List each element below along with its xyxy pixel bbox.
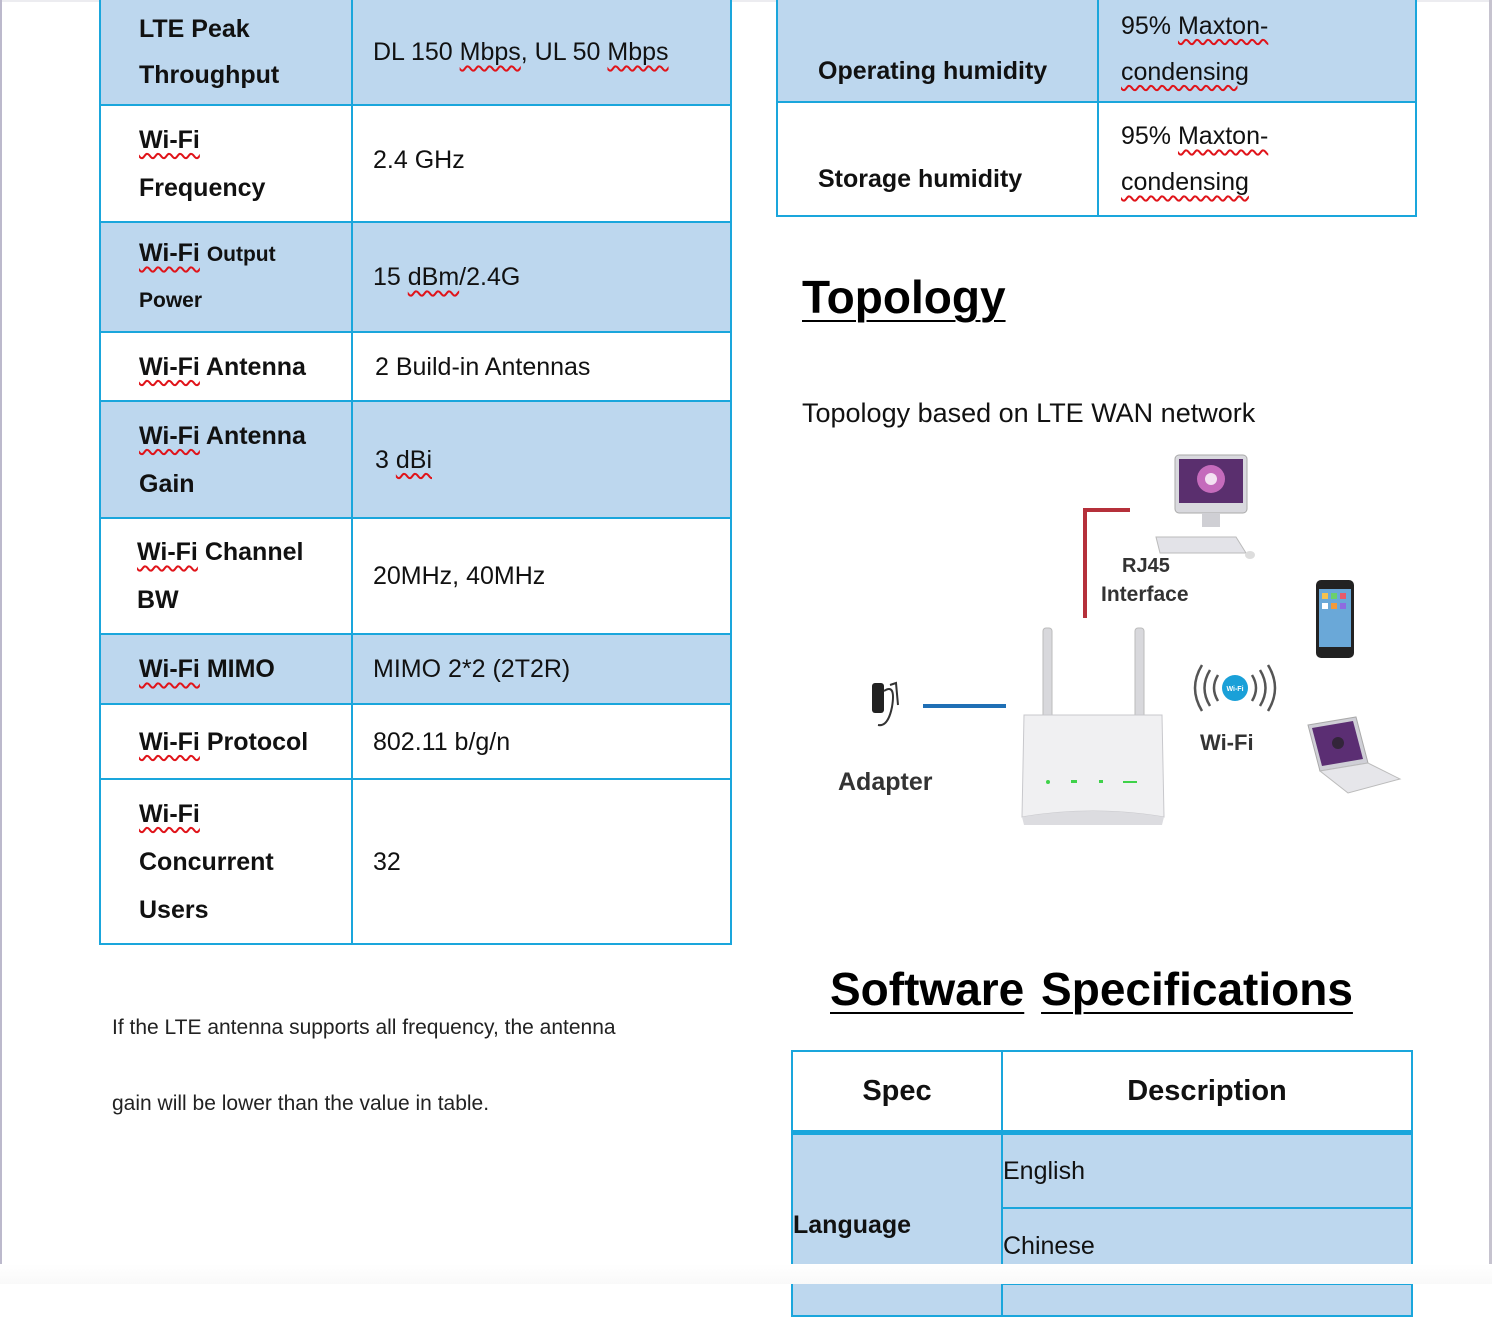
smartphone-icon — [1316, 580, 1354, 658]
environment-spec-table — [776, 0, 1417, 217]
spec-value: 20MHz, 40MHz — [373, 562, 546, 590]
spec-label: Power — [139, 289, 203, 312]
spec-label-cell — [100, 222, 352, 332]
spec-label-cell — [100, 634, 352, 704]
table-row — [100, 222, 731, 332]
spec-label: Operating humidity — [818, 56, 1048, 85]
spec-label: Wi-Fi — [139, 125, 200, 154]
table-row — [100, 704, 731, 779]
page-bottom-fade — [0, 1264, 1492, 1284]
spec-value-cell — [352, 634, 731, 704]
language-option: English — [1002, 1133, 1412, 1209]
spec-value: 2 Build-in Antennas — [375, 352, 591, 381]
table-row — [777, 102, 1416, 216]
interface-label: Interface — [1101, 583, 1189, 606]
lte-router-icon — [1022, 628, 1164, 825]
spec-label: Wi-Fi Antenna — [139, 352, 306, 381]
spec-value: 802.11 b/g/n — [373, 727, 511, 756]
spec-value-cell — [352, 0, 731, 105]
table-row — [100, 332, 731, 401]
language-option: Chinese — [1002, 1208, 1412, 1284]
spec-label-cell — [100, 332, 352, 401]
topology-heading: Topology — [802, 271, 1006, 323]
spec-value-cell — [352, 704, 731, 779]
wifi-signal-icon — [1195, 665, 1275, 711]
spec-value-cell — [352, 222, 731, 332]
spec-value-cell — [352, 332, 731, 401]
header-spec: Spec — [792, 1051, 1002, 1133]
spec-label-cell — [777, 102, 1098, 216]
spec-label-cell — [100, 518, 352, 634]
spec-value-cell — [1098, 0, 1416, 102]
spec-value: 95% Maxton- condensing — [1121, 122, 1269, 196]
power-adapter-icon — [872, 683, 898, 725]
table-row — [100, 401, 731, 518]
spec-value-cell — [352, 401, 731, 518]
software-specifications-heading: Software Specifications — [830, 963, 1353, 1015]
spec-label-cell — [100, 105, 352, 222]
table-row — [792, 1133, 1412, 1209]
language-option — [1002, 1284, 1412, 1316]
header-description: Description — [1002, 1051, 1412, 1133]
spec-label: Users — [139, 895, 209, 924]
spec-label: Concurrent — [139, 847, 274, 876]
spec-value: 32 — [373, 847, 401, 876]
note-line: If the LTE antenna supports all frequency, the antenna — [112, 1016, 616, 1039]
spec-label-cell — [100, 401, 352, 518]
hardware-spec-table — [99, 0, 732, 945]
desktop-computer-icon — [1156, 455, 1255, 559]
spec-label: Wi-Fi Antenna — [139, 421, 306, 450]
spec-label-cell — [777, 0, 1098, 102]
spec-label-cell — [100, 779, 352, 944]
spec-value-cell — [352, 518, 731, 634]
spec-label: Throughput — [139, 61, 280, 89]
spec-value: MIMO 2*2 (2T2R) — [373, 655, 571, 683]
spec-value-cell — [352, 105, 731, 222]
svg-text:Wi-Fi: Wi-Fi — [1226, 686, 1244, 693]
adapter-label: Adapter — [838, 768, 933, 796]
spec-value: 2.4 GHz — [373, 145, 465, 174]
spec-label-cell — [100, 0, 352, 105]
table-row — [777, 0, 1416, 102]
language-label: Language — [792, 1133, 1002, 1317]
spec-value: 3 dBi — [375, 445, 432, 474]
spec-value-cell — [352, 779, 731, 944]
topology-diagram — [800, 445, 1420, 845]
rj45-label: RJ45 — [1122, 555, 1170, 577]
spec-value-text: DL 150 Mbps, UL 50 Mbps — [373, 38, 669, 66]
spec-label: BW — [137, 586, 179, 614]
table-row — [100, 105, 731, 222]
spec-value: 95% Maxton- condensing — [1121, 11, 1269, 86]
table-row — [100, 518, 731, 634]
table-header-row — [792, 1051, 1412, 1133]
table-row — [100, 779, 731, 944]
wifi-label: Wi-Fi — [1200, 730, 1254, 755]
viewer-left-border — [0, 0, 2, 1284]
table-row — [100, 0, 731, 105]
spec-value-cell — [1098, 102, 1416, 216]
spec-label: Wi-Fi Protocol — [139, 727, 309, 756]
antenna-note — [112, 990, 712, 1142]
spec-label: Gain — [139, 469, 195, 498]
spec-label: LTE Peak — [139, 15, 250, 43]
table-row — [100, 634, 731, 704]
spec-label: Wi-Fi Channel — [137, 538, 304, 566]
spec-label: Wi-Fi — [139, 799, 200, 828]
note-line: gain will be lower than the value in table. — [112, 1092, 490, 1115]
spec-label: Wi-Fi Output — [139, 239, 276, 267]
spec-label: Frequency — [139, 173, 266, 202]
laptop-icon — [1308, 717, 1400, 793]
spec-value: 15 dBm/2.4G — [373, 263, 521, 291]
spec-value — [353, 29, 730, 75]
spec-label: Storage humidity — [818, 165, 1023, 193]
spec-label-cell — [100, 704, 352, 779]
topology-caption: Topology based on LTE WAN network — [802, 398, 1256, 428]
spec-label: Wi-Fi MIMO — [139, 655, 275, 683]
